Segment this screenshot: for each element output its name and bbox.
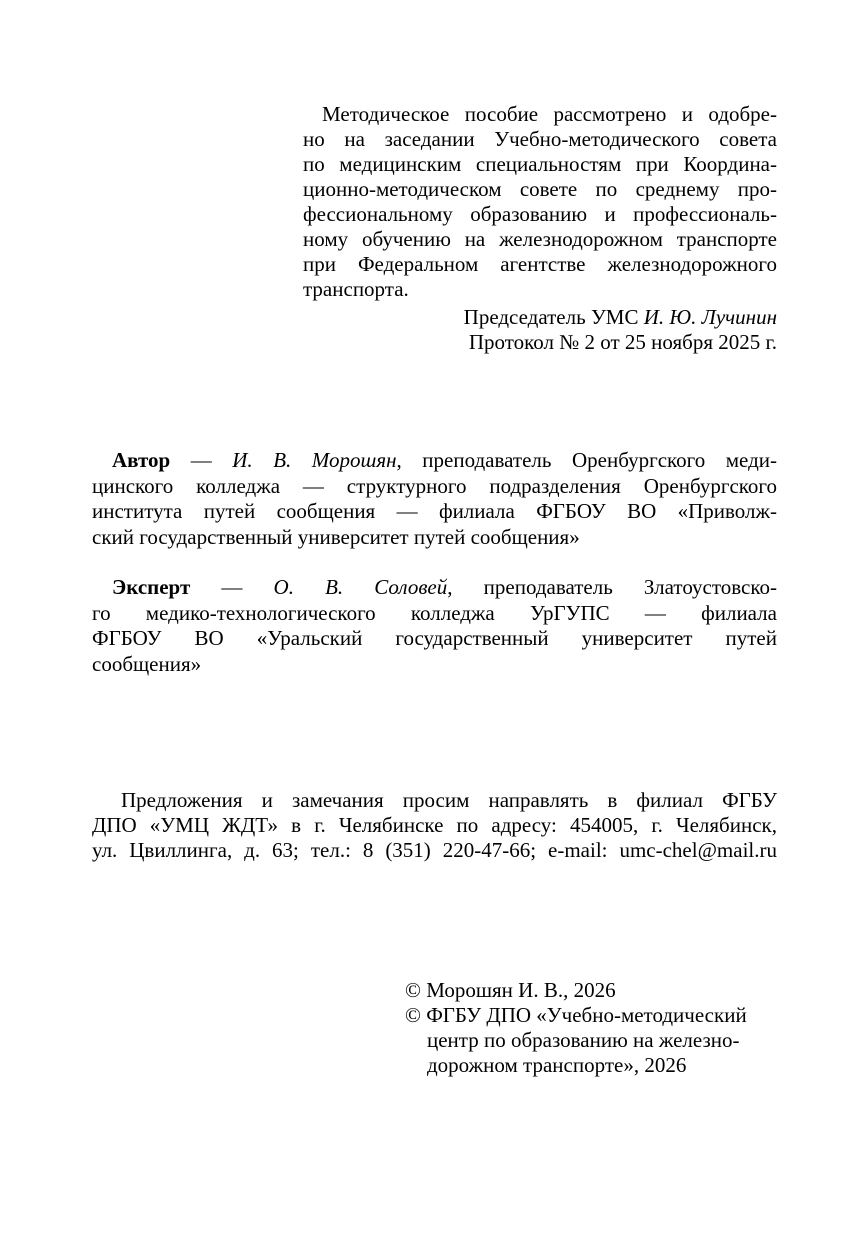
feedback-text-line: ДПО «УМЦ ЖДТ» в г. Челябинске по адресу: 454005, г. Челябинск, [92, 813, 777, 837]
approval-text-line: но на заседании Учебно-методического совета [303, 127, 777, 151]
approval-text-line: транспорта. [303, 277, 409, 301]
author-text-line: цинского колледжа — структурного подразделения Оренбургского [92, 473, 777, 498]
feedback-paragraph [92, 788, 777, 863]
approval-paragraph [303, 102, 777, 302]
approval-text-line: ционно-методическом совете по среднему про- [303, 177, 777, 201]
chairman-title: Председатель УМС [463, 305, 639, 329]
author-text-line: ский государственный университет путей сообщения» [92, 524, 580, 549]
protocol-line: Протокол № 2 от 25 ноября 2025 г. [468, 330, 777, 354]
author-role-label: Автор [112, 448, 171, 472]
expert-text-line: сообщения» [92, 651, 202, 676]
expert-first-line [92, 575, 777, 601]
expert-text-line: го медико-технологического колледжа УрГУПС — филиала [92, 600, 777, 625]
chairman-block [377, 305, 777, 355]
expert-text-line: ФГБОУ ВО «Уральский государственный университет путей [92, 626, 777, 650]
expert-description: , преподаватель Златоустовско- [447, 575, 777, 599]
expert-role-label: Эксперт [112, 575, 191, 599]
chairman-signature-line [377, 305, 777, 330]
copyright-text-line: центр по образованию на железно- [427, 1028, 740, 1052]
approval-text-line: Методическое пособие рассмотрено и одобре- [322, 102, 777, 126]
expert-name: О. В. Соловей [273, 575, 448, 599]
author-text-line: института путей сообщения — филиала ФГБОУ ВО «Приволж- [92, 499, 777, 523]
copyright-text-line: © Морошян И. В., 2026 [405, 978, 616, 1002]
feedback-text-line: ул. Цвиллинга, д. 63; тел.: 8 (351) 220-47-66; e-mail: umc-chel@mail.ru [92, 838, 777, 862]
author-description: , преподаватель Оренбургского меди- [396, 448, 778, 472]
author-first-line [92, 448, 777, 474]
chairman-name: И. Ю. Лучинин [643, 305, 777, 329]
approval-text-line: фессиональному образованию и профессиональ- [303, 202, 777, 226]
author-dash: — [190, 448, 212, 472]
expert-dash: — [221, 575, 243, 599]
copyright-text-line: © ФГБУ ДПО «Учебно-методический [405, 1003, 747, 1027]
copyright-text-line: дорожном транспорте», 2026 [427, 1053, 687, 1077]
approval-text-line: ному обучению на железнодорожном транспорте [303, 227, 777, 251]
approval-text-line: при Федеральном агентстве железнодорожного [303, 252, 777, 276]
feedback-text-line: Предложения и замечания просим направлять в филиал ФГБУ [121, 788, 777, 812]
copyright-block [405, 978, 785, 1078]
expert-paragraph [92, 575, 777, 677]
author-paragraph [92, 448, 777, 550]
approval-text-line: по медицинским специальностям при Координа- [303, 152, 777, 176]
author-name: И. В. Морошян [232, 448, 397, 472]
